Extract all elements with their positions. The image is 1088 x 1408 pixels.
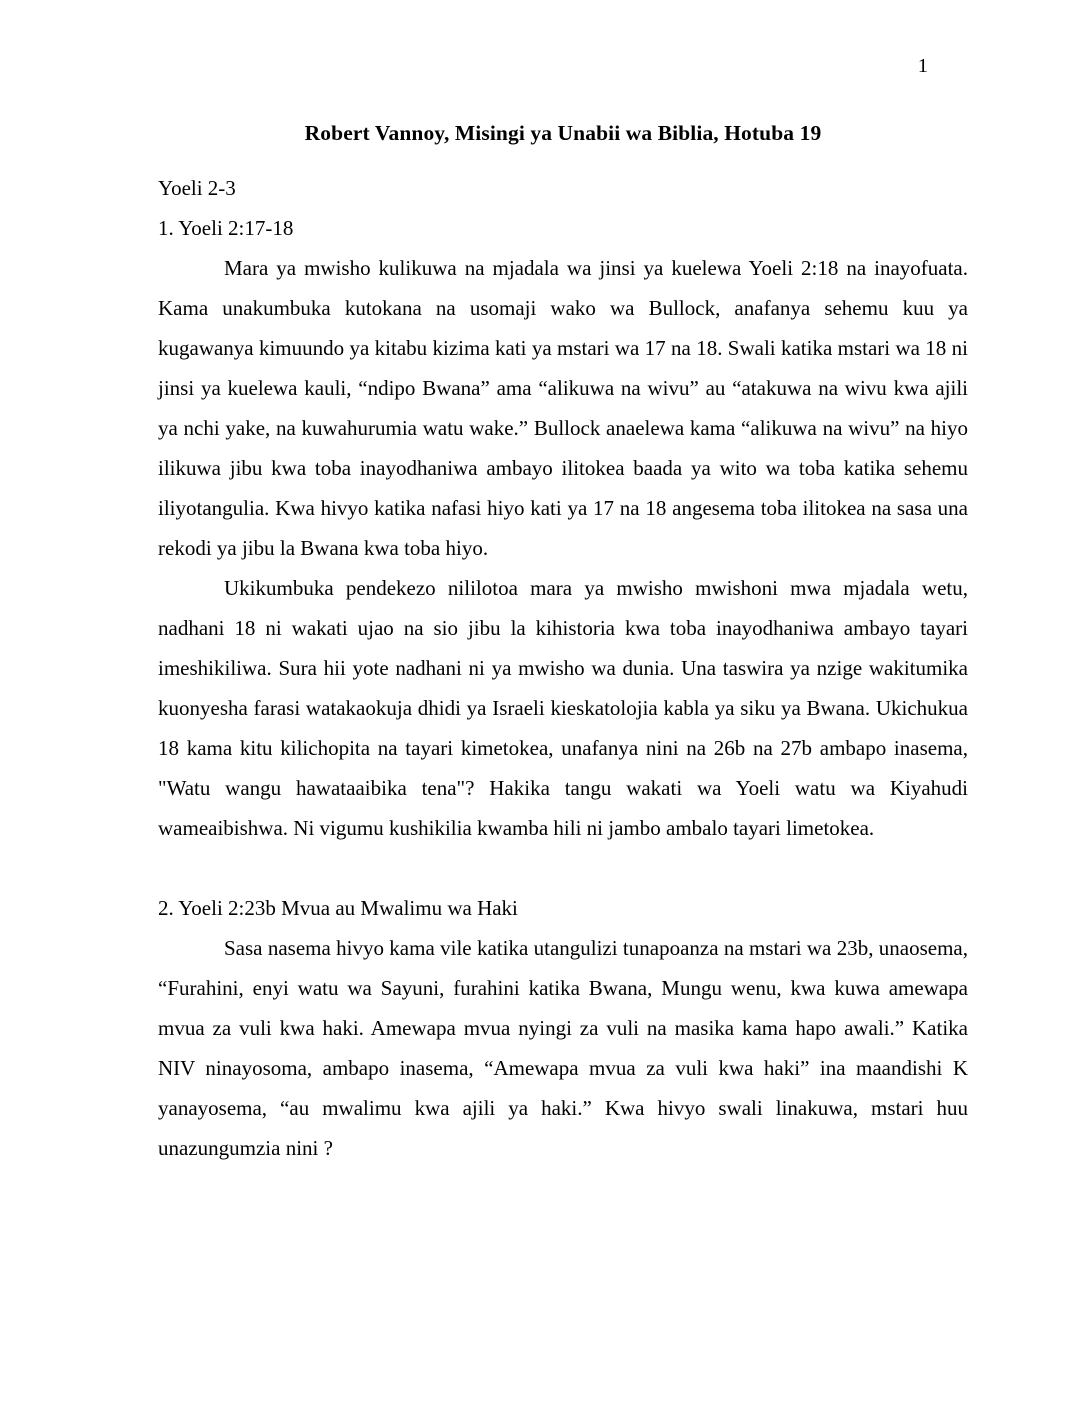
- paragraph-2: Ukikumbuka pendekezo nililotoa mara ya mwisho mwishoni mwa mjadala wetu, nadhani 18 ni wakati ujao na sio jibu la kihistoria kwa toba inayodhaniwa ambayo tayari imeshikiliwa. Sura hii yote nadhani ni ya mwisho wa dunia. Una taswira ya nzige wakitumika kuonyesha farasi watakaokuja dhidi ya Israeli kieskatolojia kabla ya siku ya Bwana. Ukichukua 18 kama kitu kilichopita na tayari kimetokea, unafanya nini na 26b na 27b ambapo inasema, "Watu wangu hawataaibika tena"? Hakika tangu wakati wa Yoeli watu wa Kiyahudi wameaibishwa. Ni vigumu kushikilia kwamba hili ni jambo ambalo tayari limetokea.: [158, 576, 968, 841]
- section-heading-1: 1. Yoeli 2:17-18: [158, 216, 294, 241]
- page-number: 1: [917, 55, 928, 77]
- section-heading-2: 2. Yoeli 2:23b Mvua au Mwalimu wa Haki: [158, 896, 518, 921]
- page-title: Robert Vannoy, Misingi ya Unabii wa Biblia, Hotuba 19: [304, 120, 822, 145]
- paragraph-1: Mara ya mwisho kulikuwa na mjadala wa jinsi ya kuelewa Yoeli 2:18 na inayofuata. Kama unakumbuka kutokana na usomaji wako wa Bullock, anafanya sehemu kuu ya kugawanya kimuundo ya kitabu kizima kati ya mstari wa 17 na 18. Swali katika mstari wa 18 ni jinsi ya kuelewa kauli, “ndipo Bwana” ama “alikuwa na wivu” au “atakuwa na wivu kwa ajili ya nchi yake, na kuwahurumia watu wake.” Bullock anaelewa kama “alikuwa na wivu” na hiyo ilikuwa jibu kwa toba inayodhaniwa ambayo ilitokea baada ya wito wa toba katika sehemu iliyotangulia. Kwa hivyo katika nafasi hiyo kati ya 17 na 18 angesema toba ilitokea na sasa una rekodi ya jibu la Bwana kwa toba hiyo.: [158, 256, 968, 561]
- document-subtitle: Yoeli 2-3: [158, 176, 236, 201]
- paragraph-3: Sasa nasema hivyo kama vile katika utangulizi tunapoanza na mstari wa 23b, unaosema, “Furahini, enyi watu wa Sayuni, furahini katika Bwana, Mungu wenu, kwa kuwa amewapa mvua za vuli kwa haki. Amewapa mvua nyingi za vuli na masika kama hapo awali.” Katika NIV ninayosoma, ambapo inasema, “Amewapa mvua za vuli kwa haki” ina maandishi K yanayosema, “au mwalimu kwa ajili ya haki.” Kwa hivyo swali linakuwa, mstari huu unazungumzia nini ?: [158, 936, 968, 1161]
- paragraph-spacer: [158, 848, 968, 888]
